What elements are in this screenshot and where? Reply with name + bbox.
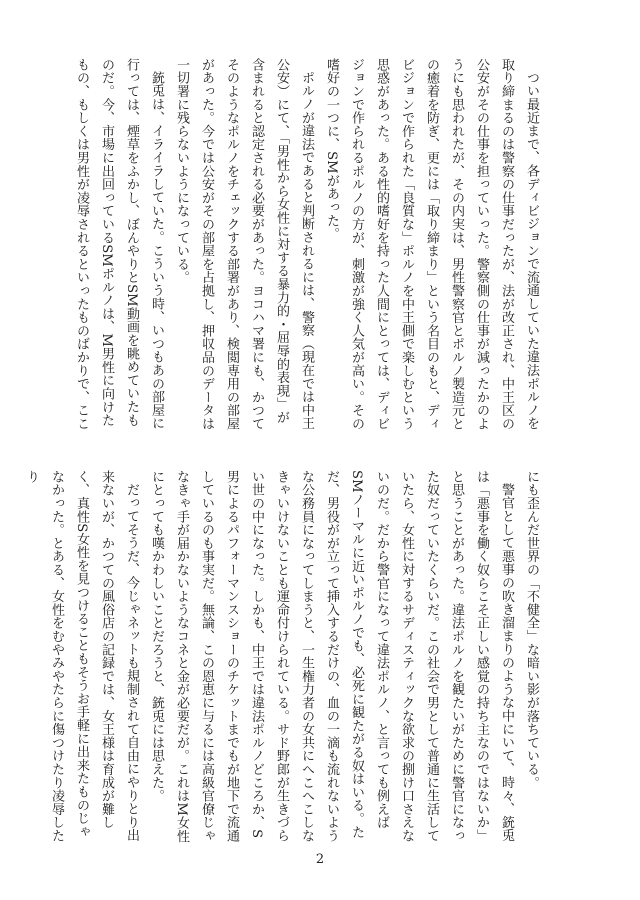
paragraph: ポルノが違法であると判断されるには、警察（現在では中王公安）にて、「男性から女性に対する暴力的・屈辱的表現」が含まれると認定される必要があった。ヨコハマ署にも、かつてそのようなポルノをチェックする部署があり、検閲専用の部屋があった。今では公安がその部屋を占拠し、押収品のデータは一切署に残らないようになっている。 [174, 58, 314, 431]
paragraph: 警官として悪事の吹き溜まりのような中にいて、時々、銃兎は「悪事を働く奴らこそ正しい感覚の持ち主なのではないか」と思うことがあった。違法ポルノを観たいがために警官になった奴だっていたくらいだ。この社会で男として普通に生活していたら、女性に対するサディスティックな欲求の捌け口さえないのだ。だから警官になって違法ポルノ、と言っても例えばSMノーマルに近いポルノでも、必死に観たがる奴はいる。ただ、男役がが立って挿入するだけの、血の一滴も流れないような公務員になってしまうと、一生権力者の女共にへこへこしなきゃいけないことも運命付けられている。サド野郎が生きづらい世の中になった。しかも、中王では違法ポルノどころか、S男によるパフォーマンスショーのチケットまでもが地下で流通しているのも事実だ。無論、この恩恵に与るには高級官僚じゃなきゃ手が届かないようなコネと金が必要だが。これはM女性にとっても嘆かわしいことだろうと、銃兎には思えた。 [149, 470, 514, 843]
paragraph: 銃兎は、イライラしていた。こういう時、いつもあの部屋に行っては、煙草をふかし、ぼんやりとSM動画を眺めていたものだ。今、市場に出回っているSMポルノは、M男性に向けたもの、もしくは男性が凌辱されるといったものばかりで、ここ [74, 58, 164, 431]
lower-text-block [24, 470, 544, 845]
paragraph-continuation: にも歪んだ世界の「不健全」な暗い影が落ちている。 [524, 470, 539, 790]
paragraph: だってそうだ、今じゃネットも規制されて自由にやりとり出来ないが、かつての風俗店の記録では、女王様は育成が難しく、真性S女性を見つけることもそうお手軽に出来たものじゃなかった。とある、女性をむやみやたらに傷つけたり凌辱したり [24, 470, 139, 843]
upper-text-block [74, 58, 544, 436]
page-number: 2 [315, 852, 325, 867]
paragraph: つい最近まで、各ディビジョンで流通していた違法ポルノを取り締まるのは警察の仕事だったが、法が改正され、中王区の公安がその仕事を担っていった。警察側の仕事が減ったかのようにも思われたが、その内実は、男性警察官とポルノ製造元との癒着を防ぎ、更には「取り締まり」という名目のもと、ディビジョンで作られた「良質な」ポルノを中王側で楽しむという思惑があった。ある性的嗜好を持った人間にとっては、ディビジョンで作られるポルノの方が、刺激が強く人気が高い。その嗜好の一つに、SMがあった。 [324, 58, 539, 431]
